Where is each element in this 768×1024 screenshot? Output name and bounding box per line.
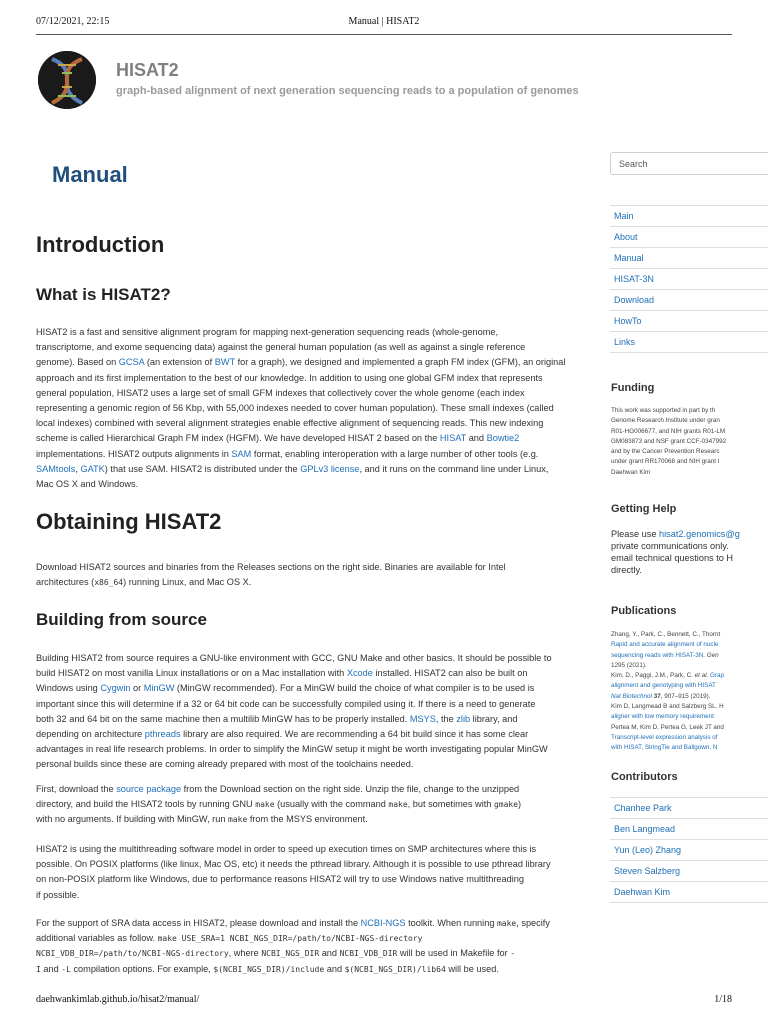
ncbi-ngs-link[interactable]: NCBI-NGS [360,918,406,928]
contributor-steven-salzberg[interactable]: Steven Salzberg [610,861,768,882]
nav-item-main[interactable]: Main [610,206,768,227]
what-is-paragraph: HISAT2 is a fast and sensitive alignment program for mapping next-generation sequencing reads (whole-genome, transcriptome, and exome sequencing data) against the general human population (as well as against a single reference genome). Based on GCSA (an extension of BWT for a graph), we designed and implemented a graph FM index (GFM), an original approach and its first implementation to the best of our knowledge. In addition to using one global GFM index that represents general population, HISAT2 uses a large set of small GFM indexes that collectively cover the whole genome (each index representing a genomic region of 56 Kbp, with 55,000 indexes needed to cover human population). These small indexes (called local indexes) combined with several alignment strategies enable effective alignment of sequencing reads. This new indexing scheme is called Hierarchical Graph FM index (HGFM). We have developed HISAT 2 based on the HISAT and Bowtie2 implementations. HISAT2 outputs alignments in SAM format, enabling interoperation with a large number of other tools (e.g. SAMtools, GATK) that use SAM. HISAT2 is distributed under the GPLv3 license, and it runs on the command line under Linux, Mac OS X and Windows. [36,327,566,490]
funding-text: This work was supported in part by th Genome Research Institute under gran R01-HG006677, and NIH grants R01-LM GM083873 and NSF grant CCF-0347992 and by the Cancer Prevention Researc under grant RR170068 and NIH grant I Daehwan Kim [611,407,727,476]
source-package-link[interactable]: source package [116,784,182,794]
getting-help-heading: Getting Help [611,503,677,515]
print-header-divider [36,34,732,35]
contributor-chanhee-park[interactable]: Chanhee Park [610,798,768,819]
nav-item-manual[interactable]: Manual [610,248,768,269]
site-title[interactable]: HISAT2 [116,60,179,80]
build-paragraph-3: HISAT2 is using the multithreading software model in order to speed up execution times on SMP architectures where this is possible. On POSIX platforms (like linux, Mac OS, etc) it needs the pthread library. Although it is possible to use pthread library on non-POSIX platform like Windows, due to performance reasons HISAT2 will try to use Windows native multithreading if possible. [36,844,551,900]
code-x86-64: x86_64 [94,578,124,588]
hisat-link[interactable]: HISAT [439,433,467,444]
bwt-link[interactable]: BWT [214,357,236,368]
print-date: 07/12/2021, 22:15 [36,16,110,27]
mingw-link[interactable]: MinGW [143,683,175,694]
sidebar-nav [610,205,768,353]
search-input[interactable] [610,152,768,175]
gplv3-license-link[interactable]: GPLv3 license [300,463,360,474]
samtools-link[interactable]: SAMtools [36,463,76,474]
contributor-yun-zhang[interactable]: Yun (Leo) Zhang [610,840,768,861]
nav-item-hisat-3n[interactable]: HISAT-3N [610,269,768,290]
contributor-ben-langmead[interactable]: Ben Langmead [610,819,768,840]
page-title: Manual [52,162,128,187]
print-url: daehwankimlab.github.io/hisat2/manual/ [36,994,200,1005]
build-paragraph-2: First, download the source package from the Download section on the right side. Unzip the file, change to the unzipped directory, and build the HISAT2 tools by running GNU make (usually with the command make, but sometimes with gmake) with no arguments. If building with MinGW, run make from the MSYS environment. [36,784,522,825]
gcsa-link[interactable]: GCSA [118,357,145,368]
getting-help-text: Please use hisat2.genomics@g private communications only. email technical questions to H directly. [611,529,740,575]
print-page-number: 1/18 [714,994,732,1005]
publication-hisat-link[interactable]: aligner with low memory requirement [611,713,714,721]
print-title: Manual | HISAT2 [348,16,420,27]
site-tagline: graph-based alignment of next generation sequencing reads to a population of genomes [116,85,579,97]
publication-hisat-3n-link-cont[interactable]: sequencing reads with HISAT-3N. [611,651,707,659]
publications-heading: Publications [611,605,677,617]
msys-link[interactable]: MSYS [409,713,436,724]
hisat2-logo[interactable] [38,51,96,109]
heading-obtaining-hisat2: Obtaining HISAT2 [36,509,222,534]
heading-building-from-source: Building from source [36,610,207,629]
sam-link[interactable]: SAM [231,448,252,459]
funding-heading: Funding [611,382,655,394]
gatk-link[interactable]: GATK [80,463,105,474]
build-paragraph-1: Building HISAT2 from source requires a GNU-like environment with GCC, GNU Make and other basics. It should be possible to build HISAT2 on most vanilla Linux installations or on a Mac installation with Xcode installed. HISAT2 can also be built on Windows using Cygwin or MinGW (MinGW recommended). For a MinGW build the choice of what compiler is to be used is important since this will determine if a 32 or 64 bit code can be successfully compiled using it. If there is a need to generate both 32 and 64 bit on the same machine then a multilib MinGW has to be properly installed. MSYS, the zlib library, and depending on architecture pthreads library are also required. We are recommending a 64 bit build since it has some clear advantages in real life research problems. In order to simplify the MinGW setup it might be worth investigating popular MinGW personal builds since these are coming already prepared with most of the toolchains needed. [36,653,552,770]
publication-graph-link-cont[interactable]: alignment and genotyping with HISAT [611,682,716,690]
contributors-list [610,797,768,903]
build-paragraph-4: For the support of SRA data access in HISAT2, please download and install the NCBI-NGS toolkit. When running make, specify additional variables as follow. make USE_SRA=1 NCBI_NGS_DIR=/path/to/NCBI-NGS-directory NCBI_VDB_DIR=/path/to/NCBI-NGS-directory, where NCBI_NGS_DIR and NCBI_VDB_DIR will be used in Makefile for - I and -L compilation options. For example, $(NCBI_NGS_DIR)/include and $(NCBI_NGS_DIR)/lib64 will be used. [36,918,550,974]
nav-item-howto[interactable]: HowTo [610,311,768,332]
nav-item-download[interactable]: Download [610,290,768,311]
heading-introduction: Introduction [36,232,165,257]
publication-stringtie-link[interactable]: Transcript-level expression analysis of [611,733,718,741]
heading-what-is-hisat2: What is HISAT2? [36,285,171,304]
help-email-link[interactable]: hisat2.genomics@g [659,529,740,539]
pthreads-link[interactable]: pthreads [144,729,181,740]
nav-item-about[interactable]: About [610,227,768,248]
publication-graph-link[interactable]: Grap [708,672,725,680]
publication-hisat-3n-link[interactable]: Rapid and accurate alignment of nucle [611,641,719,649]
publication-stringtie-link-cont[interactable]: with HISAT, StringTie and Ballgown. N [611,744,718,752]
xcode-link[interactable]: Xcode [346,668,373,679]
publications-list: Zhang, Y., Park, C., Bennett, C., Thornt Rapid and accurate alignment of nucle sequencing reads with HISAT-3N. Gen 1295 (2021). Kim, D., Paggi, J.M., Park, C. et al. Grap alignment and genotyping with HISAT Nat Biotechnol 37, 907–915 (2019). Kim D, Langmead B and Salzberg SL. H aligner with low memory requirement Pertea M, Kim D, Pertea G, Leek JT and Transcript-level expression analysis of with HISAT, StringTie and Ballgown. N [611,631,725,752]
cygwin-link[interactable]: Cygwin [100,683,131,694]
print-footer [36,994,732,1008]
contributor-daehwan-kim[interactable]: Daehwan Kim [610,882,768,903]
zlib-link[interactable]: zlib [456,713,471,724]
nav-item-links[interactable]: Links [610,332,768,353]
dna-helix-icon [38,51,96,109]
obtaining-paragraph: Download HISAT2 sources and binaries from the Releases sections on the right side. Binaries are available for Intel architectures (x86_64) running Linux, and Mac OS X. [36,562,506,588]
print-header [36,16,732,30]
bowtie2-link[interactable]: Bowtie2 [486,433,520,444]
contributors-heading: Contributors [611,771,678,783]
